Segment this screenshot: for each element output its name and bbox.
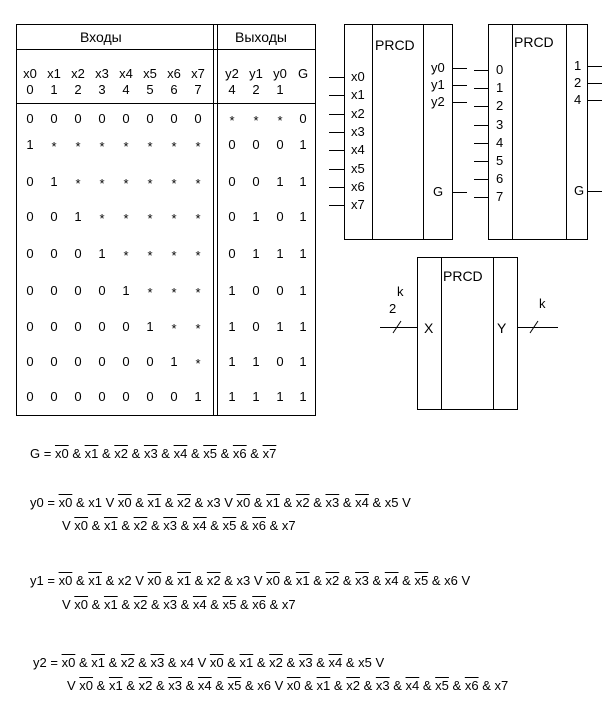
table-cell: 0 — [252, 174, 260, 189]
output-name-y0: y0 — [273, 66, 287, 81]
output-weight: 1 — [276, 82, 284, 97]
input-name-x6: x6 — [167, 66, 181, 81]
table-cell: * — [99, 211, 105, 226]
formula-y2-line1: y2 = x0 & x1 & x2 & x3 & x4 V x0 & x1 & x2 & x3 & x4 & x5 V — [33, 655, 385, 670]
table-cell: * — [147, 248, 153, 263]
prcd-block-1-title: PRCD — [375, 37, 415, 53]
table-cell: 0 — [146, 111, 154, 126]
block2-input-4: 4 — [496, 134, 504, 150]
table-cell: 0 — [50, 209, 58, 224]
block2-output-2: 2 — [574, 75, 582, 90]
block2-input-2: 2 — [496, 98, 504, 114]
table-cell: 0 — [276, 354, 284, 369]
table-cell: * — [51, 139, 57, 154]
table-cell: * — [123, 139, 129, 154]
table-cell: 0 — [26, 389, 34, 404]
table-cell: 0 — [26, 209, 34, 224]
formula-y0-line2: V x0 & x1 & x2 & x3 & x4 & x5 & x6 & x7 — [62, 518, 296, 533]
block2-output-4: 4 — [574, 92, 582, 107]
table-cell: 1 — [299, 319, 307, 334]
outputs-header: Выходы — [235, 29, 287, 45]
table-cell: 1 — [252, 246, 260, 261]
table-cell: 0 — [26, 283, 34, 298]
table-cell: 1 — [98, 246, 106, 261]
table-cell: * — [195, 248, 201, 263]
table-cell: 0 — [252, 319, 260, 334]
table-cell: * — [75, 139, 81, 154]
block2-g-label: G — [574, 183, 585, 198]
table-cell: * — [75, 176, 81, 191]
table-cell: * — [195, 356, 201, 371]
prcd-block-3-title: PRCD — [443, 268, 483, 284]
table-cell: 1 — [299, 137, 307, 152]
table-cell: * — [195, 321, 201, 336]
table-cell: 1 — [228, 319, 236, 334]
table-cell: 0 — [228, 209, 236, 224]
block2-input-0: 0 — [496, 62, 504, 77]
table-cell: 0 — [74, 389, 82, 404]
input-name-x7: x7 — [191, 66, 205, 81]
table-cell: 0 — [74, 283, 82, 298]
in-bus-slash — [393, 321, 401, 333]
formula-g: G = x0 & x1 & x2 & x3 & x4 & x5 & x6 & x7 — [30, 446, 277, 461]
table-cell: 0 — [122, 319, 130, 334]
input-weight: 2 — [74, 82, 82, 97]
block1-g-label: G — [433, 184, 444, 199]
formula-y2-line2: V x0 & x1 & x2 & x3 & x4 & x5 & x6 V x0 & x1 & x2 & x3 & x4 & x5 & x6 & x7 — [67, 678, 509, 693]
formula-y1-line1: y1 = x0 & x1 & x2 V x0 & x1 & x2 & x3 V x0 & x1 & x2 & x3 & x4 & x5 & x6 V — [30, 573, 471, 588]
table-cell: 0 — [26, 319, 34, 334]
table-cell: 0 — [50, 111, 58, 126]
input-weight: 6 — [170, 82, 178, 97]
table-cell: * — [171, 321, 177, 336]
inputs-header: Входы — [80, 29, 122, 45]
table-cell: * — [195, 139, 201, 154]
table-cell: * — [171, 248, 177, 263]
table-cell: * — [123, 176, 129, 191]
table-cell: 0 — [74, 246, 82, 261]
table-cell: 0 — [74, 354, 82, 369]
output-name-y2: y2 — [225, 66, 239, 81]
table-cell: 0 — [26, 111, 34, 126]
table-cell: * — [253, 113, 259, 128]
prcd-block-2-title: PRCD — [514, 34, 554, 50]
table-cell: 0 — [74, 319, 82, 334]
block2-input-5: 5 — [496, 153, 504, 168]
out-bus-width-label: k — [539, 296, 546, 311]
table-cell: 0 — [50, 246, 58, 261]
in-bus-width-label: k — [397, 284, 404, 299]
table-cell: 0 — [74, 111, 82, 126]
table-cell: 1 — [122, 283, 130, 298]
input-name-x2: x2 — [71, 66, 85, 81]
table-cell: 1 — [146, 319, 154, 334]
table-cell: 1 — [276, 319, 284, 334]
table-cell: 0 — [146, 389, 154, 404]
table-cell: 0 — [252, 137, 260, 152]
table-cell: 1 — [252, 389, 260, 404]
input-name-x4: x4 — [119, 66, 133, 81]
table-cell: * — [147, 139, 153, 154]
in-bus-count-label: 2 — [389, 301, 397, 316]
table-cell: * — [99, 176, 105, 191]
block1-input-x1: x1 — [351, 87, 365, 103]
output-name-G: G — [297, 66, 309, 81]
table-cell: 1 — [299, 174, 307, 189]
prcd-block-3-in-label: X — [424, 320, 434, 336]
table-cell: 0 — [98, 389, 106, 404]
block1-input-x7: x7 — [351, 197, 365, 213]
block1-input-x6: x6 — [351, 178, 365, 194]
input-name-x1: x1 — [47, 66, 61, 81]
input-name-x3: x3 — [95, 66, 109, 81]
table-cell: 1 — [299, 354, 307, 369]
table-cell: 0 — [276, 283, 284, 298]
input-weight: 3 — [98, 82, 106, 97]
block1-input-x0: x0 — [351, 69, 365, 84]
output-weight: 4 — [228, 82, 236, 97]
table-cell: 0 — [228, 174, 236, 189]
table-cell: * — [171, 176, 177, 191]
input-weight: 4 — [122, 82, 130, 97]
table-cell: 0 — [122, 389, 130, 404]
table-cell: 1 — [228, 389, 236, 404]
table-cell: * — [99, 139, 105, 154]
table-cell: * — [195, 211, 201, 226]
table-cell: 0 — [252, 283, 260, 298]
table-cell: 1 — [26, 137, 34, 152]
block1-input-x5: x5 — [351, 160, 365, 176]
table-cell: 0 — [146, 354, 154, 369]
table-cell: * — [171, 139, 177, 154]
block1-input-x4: x4 — [351, 142, 365, 158]
table-cell: 1 — [252, 209, 260, 224]
input-weight: 7 — [194, 82, 202, 97]
input-name-x5: x5 — [143, 66, 157, 81]
table-cell: 0 — [26, 174, 34, 189]
table-cell: 0 — [50, 283, 58, 298]
out-bus-slash — [530, 321, 538, 333]
table-cell: 1 — [228, 354, 236, 369]
block2-input-7: 7 — [496, 189, 504, 205]
table-cell: 0 — [276, 137, 284, 152]
table-cell: 1 — [276, 389, 284, 404]
block2-input-1: 1 — [496, 80, 504, 96]
table-cell: * — [123, 248, 129, 263]
table-cell: 0 — [98, 354, 106, 369]
table-cell: 0 — [228, 246, 236, 261]
table-cell: 0 — [50, 389, 58, 404]
input-weight: 0 — [26, 82, 34, 97]
input-weight: 1 — [50, 82, 58, 97]
block1-output-y0: y0 — [431, 60, 445, 75]
table-cell: 0 — [122, 354, 130, 369]
table-cell: 1 — [194, 389, 202, 404]
table-cell: 1 — [252, 354, 260, 369]
block1-output-y2: y2 — [431, 94, 445, 109]
table-cell: 1 — [299, 389, 307, 404]
block2-output-1: 1 — [574, 58, 582, 73]
table-cell: 0 — [98, 283, 106, 298]
table-cell: * — [147, 285, 153, 300]
output-name-y1: y1 — [249, 66, 263, 81]
table-cell: * — [229, 113, 235, 128]
table-cell: 0 — [50, 354, 58, 369]
formula-y0-line1: y0 = x0 & x1 V x0 & x1 & x2 & x3 V x0 & x1 & x2 & x3 & x4 & x5 V — [30, 495, 411, 510]
table-cell: 0 — [170, 389, 178, 404]
table-cell: 0 — [98, 319, 106, 334]
table-cell: 0 — [170, 111, 178, 126]
table-cell: 1 — [74, 209, 82, 224]
table-cell: 1 — [299, 246, 307, 261]
table-cell: 0 — [26, 246, 34, 261]
table-cell: 1 — [299, 209, 307, 224]
table-cell: 0 — [122, 111, 130, 126]
table-cell: 1 — [276, 246, 284, 261]
table-cell: 0 — [228, 137, 236, 152]
table-cell: 1 — [170, 354, 178, 369]
block1-output-y1: y1 — [431, 77, 445, 92]
block2-input-3: 3 — [496, 116, 504, 132]
table-cell: * — [123, 211, 129, 226]
table-cell: * — [147, 211, 153, 226]
table-cell: 0 — [299, 111, 307, 126]
table-cell: 0 — [194, 111, 202, 126]
prcd-block-3-out-label: Y — [497, 320, 507, 336]
table-cell: * — [277, 113, 283, 128]
table-cell: * — [195, 285, 201, 300]
output-weight: 2 — [252, 82, 260, 97]
block2-input-6: 6 — [496, 171, 504, 187]
table-cell: 1 — [276, 174, 284, 189]
table-cell: * — [147, 176, 153, 191]
table-cell: 0 — [98, 111, 106, 126]
table-cell: 1 — [299, 283, 307, 298]
table-cell: 1 — [228, 283, 236, 298]
table-cell: * — [171, 285, 177, 300]
input-weight: 5 — [146, 82, 154, 97]
table-cell: 0 — [50, 319, 58, 334]
table-cell: 0 — [26, 354, 34, 369]
table-cell: 0 — [276, 209, 284, 224]
formula-y1-line2: V x0 & x1 & x2 & x3 & x4 & x5 & x6 & x7 — [62, 597, 296, 612]
input-name-x0: x0 — [23, 66, 37, 81]
block1-input-x2: x2 — [351, 105, 365, 121]
table-cell: 1 — [50, 174, 58, 189]
table-cell: * — [171, 211, 177, 226]
block1-input-x3: x3 — [351, 123, 365, 139]
table-cell: * — [195, 176, 201, 191]
